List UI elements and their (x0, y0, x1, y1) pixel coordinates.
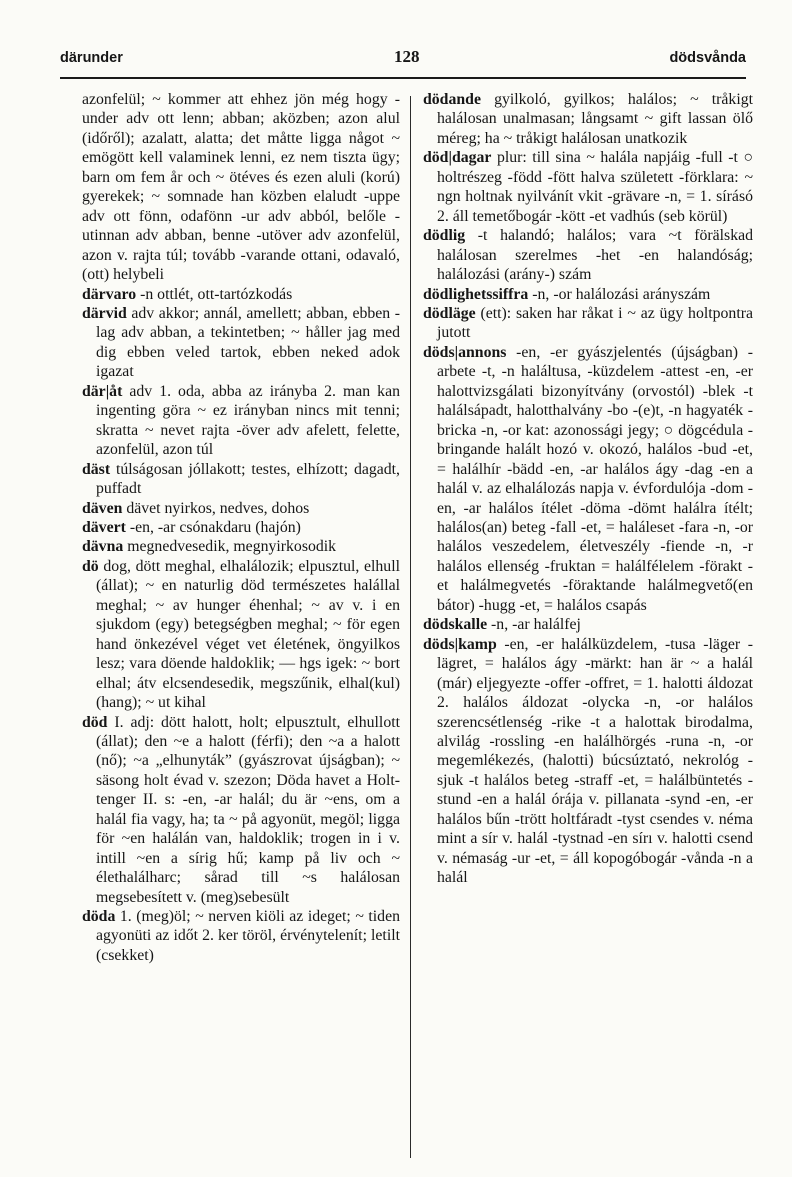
entry-headword: dö (82, 557, 99, 575)
dictionary-entry: döds|kamp -en, -er halálküzdelem, -tusa -läger -lägret, = halálos ágy -märkt: han är ~ a halál (már) eljegyezte -offer -offret, = 1. halotti áldozat 2. halálos áldozat -olycka -n, -or halálos szerencsétlenség -rike -t a halottak birodalma, alvilág -rossling -en halálhörgés -runa -n, -or megemlékezés, (halotti) búcsúztató, nekrológ -sjuk -t halálos beteg -straff -et, = halálbüntetés -stund -en a halál órája v. pillanata -synd -en, -er halálos bűn -trött holtfáradt -tyst csendes v. néma mint a sír v. halál -tystnad -en sírı v. halotti csend v. némaság -ur -et, = áll kopogóbogár -vånda -n a halál (423, 635, 753, 887)
entry-headword: döds|annons (423, 343, 507, 361)
entry-headword: dödlig (423, 227, 466, 245)
dictionary-entry: dödläge (ett): saken har råkat i ~ az ügy holtpontra jutott (423, 304, 753, 342)
dictionary-entry: dävna megnedvesedik, megnyirkosodik (82, 538, 337, 556)
dictionary-entry: dödlig -t halandó; halálos; vara ~t förälskad halálosan szerelmes -het -en halandóság; halálozási (arány-) szám (423, 227, 753, 284)
dictionary-entry: däst túlságosan jóllakott; testes, elhízott; dagadt, puffadt (82, 460, 400, 498)
dictionary-entry: azonfelül; ~ kommer att ehhez jön még hogy -under adv ott lenn; abban; aközben; azon alul (időről); azalatt, alatta; det måtte ligga något ~ emögött kell valaminek lenni, ez nem tiszta ügy; barn om fem år och ~ ötéves és ezen aluli (korú) gyerekek; ~ somnade han közben elaludt -uppe adv ott fönn, odafönn -ur adv abból, belőle -utinnan adv abban, benne -utöver adv azonfelül, azon v. rajta túl; tovább -varande ottani, odavaló, (ott) helybeli (82, 91, 400, 284)
entry-headword: död (82, 713, 108, 731)
entry-headword: dödlighetssiffra (423, 285, 529, 303)
page-number: 128 (394, 47, 420, 66)
entry-headword: därvaro (82, 285, 137, 303)
dictionary-entry: dödlighetssiffra -n, -or halálozási arányszám (423, 285, 711, 303)
column-divider (410, 96, 411, 1158)
dictionary-entry: dö dog, dött meghal, elhalálozik; elpusztul, elhull (állat); ~ en naturlig död természetes halállal meghal; ~ av hunger éhenhal; ~ av v. i en sjukdom (egy) betegségben meghal; ~ för egen hand önkezével véget vet életének, öngyilkos lesz; vara döende haldoklik; — hgs igek: ~ bort elhal; átv elcsendesedik, megszűnik, elhal(kul) (hang); ~ ut kihal (82, 557, 400, 712)
dictionary-entry: dävert -en, -ar csónakdaru (hajón) (82, 518, 301, 536)
dictionary-entry: därvaro -n ottlét, ott-tartózkodás (82, 285, 293, 303)
entry-headword: dävna (82, 538, 124, 556)
dictionary-entry: däven dävet nyirkos, nedves, dohos (82, 499, 310, 517)
dictionary-entry: döds|annons -en, -er gyászjelentés (újságban) -arbete -t, -n haláltusa, -küzdelem -attest -en, -er halottvizsgálati bizonyítvány (orvostól) -blek -t halálsápadt, halotthalvány -bo -(e)t, -n hagyaték -bricka -n, -or kat: azonossági jegy; ○ dögcédula -bringande halált hozó v. okozó, halálos -bud -et, = halálhír -bädd -en, -ar halálos ágy -dag -en a halál v. az elhalálozás napja v. évfordulója -dom -en, -ar halálos ítélet -döma -dömt halálra ítélt; halálos(an) beteg -fall -et, = haláleset -fara -n, -or halálos veszedelem, életveszély -fiende -n, -r halálos ellenség -fruktan = halálfélelem -förakt -et halálmegvetés -föraktande halálmegvető(en bátor) -hugg -et, = halálos csapás (423, 343, 753, 614)
entry-headword: däst (82, 460, 111, 478)
dictionary-entry: döda 1. (meg)öl; ~ nerven kiöli az ideget; ~ tiden agyonüti az időt 2. ker töröl, érvénytelenít; letilt (csekket) (82, 908, 400, 964)
entry-headword: därvid (82, 304, 127, 322)
entry-headword: dödläge (423, 304, 476, 322)
dictionary-entry: död I. adj: dött halott, holt; elpusztult, elhullott (állat); den ~e a halott (férfi); den ~a a halott (nő); ~a „elhunyták” (gyászrovat újságban); ~ säsong holt évad v. szezon; Döda havet a Holt-tenger II. s: -en, -ar halál; du är ~ens, om a halál fia vagy, ha; ta ~ på agyonüt, megöl; ligga för ~en halálán van, haldoklik; trogen in i v. intill ~en a sírig hű; kamp på liv och ~ élethalálharc; sårad till ~s halálosan megsebesített v. (meg)sebesült (82, 713, 400, 906)
entry-headword: dödande (423, 91, 481, 108)
header-rule (60, 77, 746, 79)
left-column (82, 90, 400, 1160)
dictionary-entry: död|dagar plur: till sina ~ halála napjáig -full -t ○ holtrészeg -född -fött halva született -förklara: ~ ngn holtnak nyilvánít vkit -grävare -n, = 1. sírásó 2. áll temetőbogár -kött -et vadhús (seb körül) (423, 149, 753, 225)
page-header (60, 47, 746, 74)
entry-headword: dävert (82, 518, 126, 536)
entry-headword: döds|kamp (423, 635, 497, 653)
dictionary-entry: där|åt adv 1. oda, abba az irányba 2. man kan ingenting göra ~ ez irányban nincs mit tenni; skratta ~ nevet rajta -över adv afelett, felette, azonfelül, azon túl (82, 382, 400, 459)
entry-headword: dödskalle (423, 616, 488, 634)
header-first-word: därunder (60, 50, 123, 66)
entry-headword: däven (82, 499, 123, 517)
dictionary-entry: därvid adv akkor; annál, amellett; abban, ebben -lag adv abban, a tekintetben; ~ håller jag med dig ebben veled tartok, ebben neked adok igazat (82, 304, 400, 381)
entry-headword: döda (82, 908, 116, 926)
right-column (423, 90, 753, 1160)
entry-headword: död|dagar (423, 149, 492, 167)
dictionary-entry: dödskalle -n, -ar halálfej (423, 616, 581, 634)
entry-headword: där|åt (82, 382, 123, 400)
dictionary-entry: dödande gyilkoló, gyilkos; halálos; ~ tråkigt halálosan unalmasan; långsamt ~ gift lassan ölő méreg; ha ~ tråkigt halálosan unatkozik (423, 91, 753, 147)
header-last-word: dödsvånda (669, 50, 746, 66)
